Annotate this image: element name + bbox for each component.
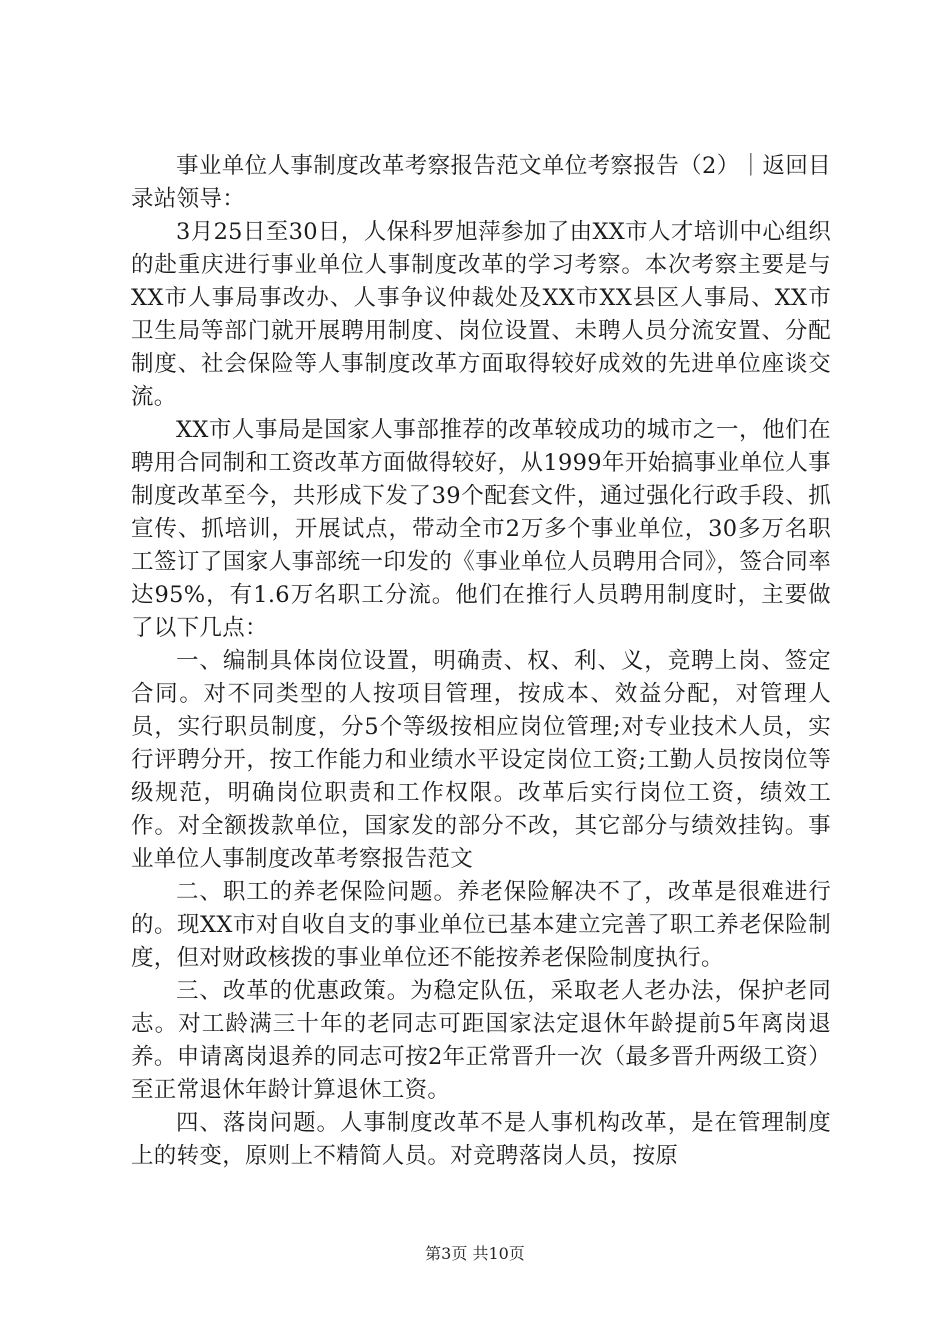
report-title-paragraph: 事业单位人事制度改革考察报告范文单位考察报告（2）｜返回目录站领导： [131,153,831,212]
body-paragraph-intro: 3月25日至30日，人保科罗旭萍参加了由XX市人才培训中心组织的赴重庆进行事业单位人事制度改革的学习考察。本次考察主要是与XX市人事局事改办、人事争议仲裁处及XX市XX县区人事局、XX市卫生局等部门就开展聘用制度、岗位设置、未聘人员分流安置、分配制度、社会保险等人事制度改革方面取得较好成效的先进单位座谈交流。 [131,219,831,410]
body-paragraph-point-4: 四、落岗问题。人事制度改革不是人事机构改革，是在管理制度上的转变，原则上不精简人员。对竞聘落岗人员，按原 [131,1110,831,1169]
document-body [131,150,831,1173]
body-paragraph-point-2: 二、职工的养老保险问题。养老保险解决不了，改革是很难进行的。现XX市对自收自支的事业单位已基本建立完善了职工养老保险制度，但对财政核拨的事业单位还不能按养老保险制度执行。 [131,879,831,971]
page-number-footer: 第3页 共10页 [425,1244,525,1263]
body-paragraph-overview: XX市人事局是国家人事部推荐的改革较成功的城市之一，他们在聘用合同制和工资改革方面做得较好，从1999年开始搞事业单位人事制度改革至今，共形成下发了39个配套文件，通过强化行政手段、抓宣传、抓培训，开展试点，带动全市2万多个事业单位，30多万名职工签订了国家人事部统一印发的《事业单位人员聘用合同》，签合同率达95%，有1.6万名职工分流。他们在推行人员聘用制度时，主要做了以下几点： [131,417,831,641]
body-paragraph-point-3: 三、改革的优惠政策。为稳定队伍，采取老人老办法，保护老同志。对工龄满三十年的老同志可距国家法定退休年龄提前5年离岗退养。申请离岗退养的同志可按2年正常晋升一次（最多晋升两级工资）至正常退休年龄计算退休工资。 [131,978,831,1103]
body-paragraph-point-1: 一、编制具体岗位设置，明确责、权、利、义，竞聘上岗、签定合同。对不同类型的人按项目管理，按成本、效益分配，对管理人员，实行职员制度，分5个等级按相应岗位管理;对专业技术人员，实行评聘分开，按工作能力和业绩水平设定岗位工资;工勤人员按岗位等级规范，明确岗位职责和工作权限。改革后实行岗位工资，绩效工作。对全额拨款单位，国家发的部分不改，其它部分与绩效挂钩。事业单位人事制度改革考察报告范文 [131,648,831,872]
